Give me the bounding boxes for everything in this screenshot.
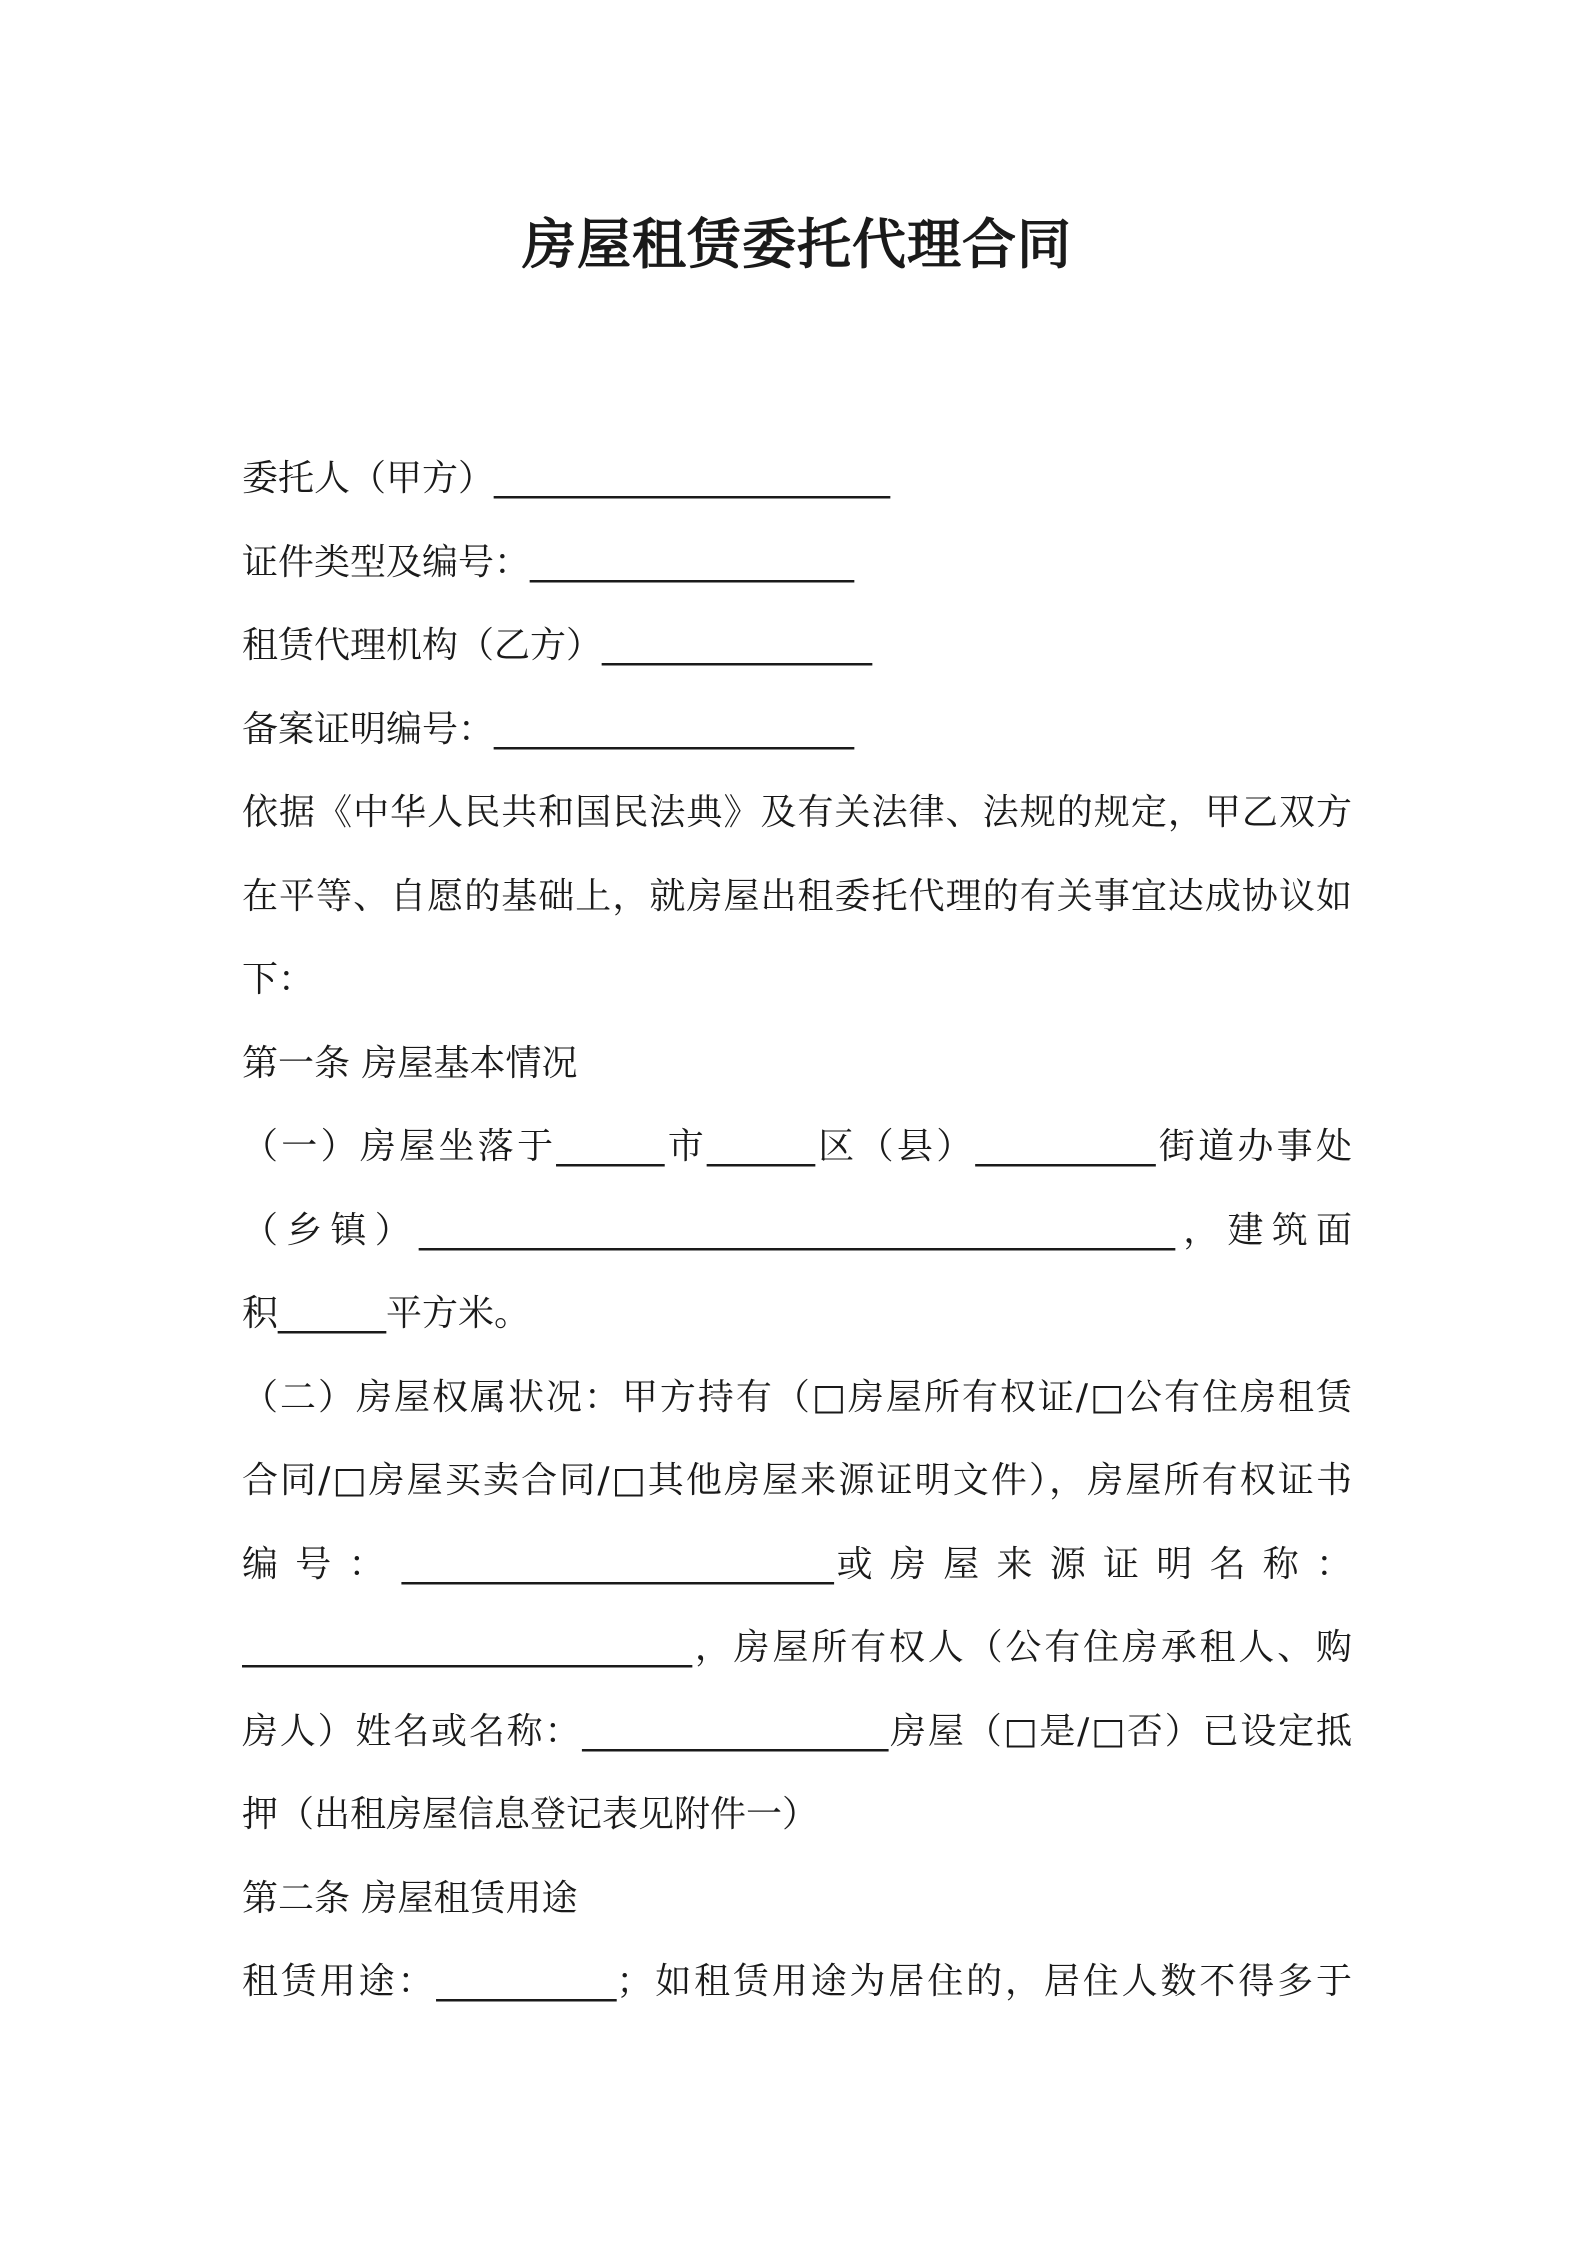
article-1-item-2-line-2: 合同/□房屋买卖合同/□其他房屋来源证明文件），房屋所有权证书 <box>242 1460 1352 1501</box>
principal-line: 委托人（甲方）______________________ <box>242 458 891 499</box>
document-body <box>242 437 1352 2024</box>
article-1-item-1-line-1: （一）房屋坐落于______市______区（县）__________街道办事处 <box>242 1126 1352 1167</box>
preamble-line-1: 依据《中华人民共和国民法典》及有关法律、法规的规定，甲乙双方 <box>242 792 1352 833</box>
article-1-item-2-line-5: 房人）姓名或名称：_________________房屋（□是/□否）已设定抵 <box>242 1710 1352 1752</box>
id-type-number-line: 证件类型及编号：__________________ <box>242 541 855 583</box>
agency-line: 租赁代理机构（乙方）_______________ <box>242 625 873 666</box>
filing-number-line: 备案证明编号：____________________ <box>242 708 855 750</box>
article-2-heading: 第二条 房屋租赁用途 <box>242 1877 578 1919</box>
article-1-heading: 第一条 房屋基本情况 <box>242 1042 578 1084</box>
article-1-item-2-line-1: （二）房屋权属状况：甲方持有（□房屋所有权证/□公有住房租赁 <box>242 1376 1352 1418</box>
document-title: 房屋租赁委托代理合同 <box>522 213 1072 276</box>
article-1-item-1-line-3: 积______平方米。 <box>242 1293 531 1334</box>
preamble-line-2: 在平等、自愿的基础上，就房屋出租委托代理的有关事宜达成协议如 <box>242 875 1352 917</box>
article-1-item-2-line-4: _________________________，房屋所有权人（公有住房承租人、购 <box>242 1627 1352 1668</box>
article-1-item-1-line-2: （乡镇）__________________________________________，建筑面 <box>242 1209 1352 1251</box>
preamble-line-3: 下： <box>242 959 315 1000</box>
article-1-item-2-line-3: 编 号 ： ________________________或 房 屋 来 源 证 明 名 称 ： <box>242 1543 1352 1585</box>
article-1-item-2-line-6: 押（出租房屋信息登记表见附件一） <box>242 1794 819 1835</box>
article-2-line-1: 租赁用途：__________；如租赁用途为居住的，居住人数不得多于 <box>242 1961 1352 2002</box>
